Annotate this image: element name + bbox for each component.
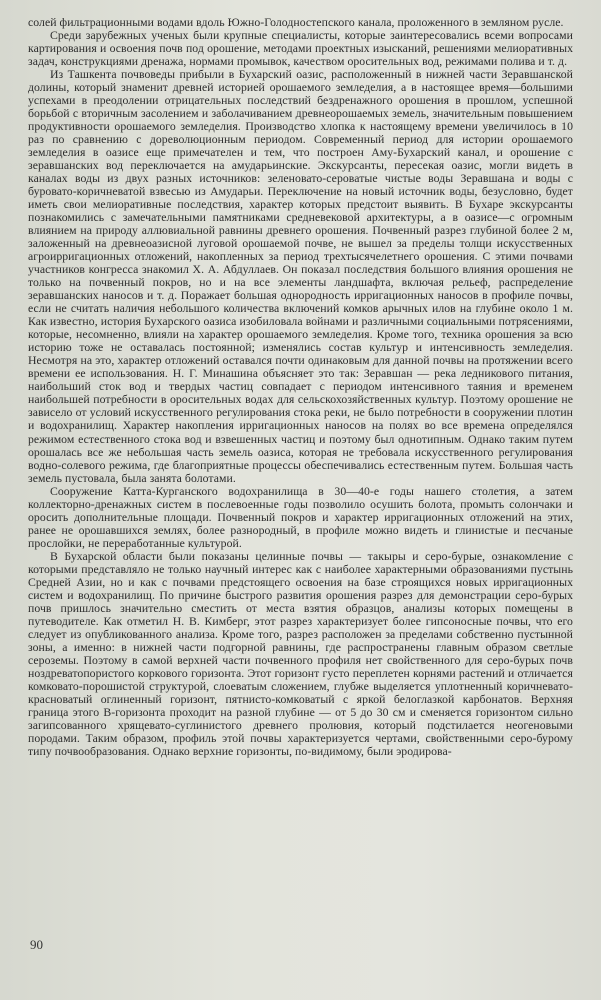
paragraph-virgin-soils: В Бухарской области были показаны целинные почвы — такыры и серо-бурые, ознакомление с которыми представляло не только научный интерес как с наиболее характерными образованиями пустынь Средней Азии, но и как с почвами предстоящего освоения на базе строящихся новых ирригационных систем и водохранилищ. По причине быстрого развития орошения разрез для демонстрации серо-бурых почв пришлось значительно сместить от места взятия образцов, анализы которых помещены в путеводителе. Как отметил Н. В. Кимберг, этот разрез характеризует более гипсоносные почвы, что его следует из опубликованного анализа. Кроме того, разрез расположен за пределами собственно пустынной зоны, а именно: в нижней части подгорной равнины, где распространены главным образом светлые сероземы. Поэтому в самой верхней части почвенного профиля нет свойственного для серо-бурых почв ноздреватопористого коркового горизонта. Этот горизонт густо переплетен корнями растений и отличается комковато-порошистой структурой, слоеватым сложением, глубже выделяется уплотненный коричневато-красноватый оглиненный горизонт, пятнисто-комковатый с яркой белоглазкой карбонатов. Верхняя граница этого В-горизонта проходит на разной глубине — от 5 до 30 см и сменяется горизонтом сильно загипсованного хрящевато-суглинистого древнего пролювия, который подстилается неогеновыми породами. Таким образом, профиль этой почвы характеризуется чертами, свойственными серо-бурому типу почвообразования. Однако верхние горизонты, по-видимому, были эродирова- (28, 549, 573, 758)
paragraph-katta-kurgan-reservoir: Сооружение Катта-Курганского водохранилища в 30—40-е годы нашего столетия, а затем коллекторно-дренажных систем в послевоенные годы позволило осушить болота, промыть солончаки и оросить дополнительные площади. Почвенный покров и характер ирригационных отложений на этих, ранее не орошавшихся землях, более разнородный, в профиле можно видеть и глинистые и песчаные прослойки, не переработанные культурой. (28, 484, 573, 550)
paragraph-foreign-scientists: Среди зарубежных ученых были крупные специалисты, которые заинтересовались всеми вопросами картирования и освоения почв под орошение, методами проектных изысканий, решениями мелиоративных задач, конструкциями дренажа, нормами промывок, качеством оросительных вод, режимами полива и т. д. (28, 29, 573, 69)
page-number: 90 (30, 937, 43, 952)
paragraph-continuation: солей фильтрационными водами вдоль Южно-Голодностепского канала, проложенного в земляном русле. (28, 16, 564, 29)
page-text-body (28, 16, 573, 758)
paragraph-bukhara-oasis: Из Ташкента почвоведы прибыли в Бухарский оазис, расположенный в нижней части Зеравшанской долины, который знаменит древней историей орошаемого земледелия, а в настоящее время—большими успехами в преодолении отрицательных последствий бездренажного орошения в прошлом, успешной борьбой с вторичным засолением и заболачиванием древнеорошаемых земель, значительным повышением продуктивности орошаемого земледелия. Производство хлопка к настоящему времени увеличилось в 10 раз по сравнению с дореволюционным периодом. Современный период для истории орошаемого земледелия в оазисе еще примечателен и тем, что построен Аму-Бухарский канал, и орошение с зеравшанских вод переключается на амударьинские. Экскурсанты, пересекая оазис, могли видеть в каналах воды из двух разных источников: зеленовато-сероватые чистые воды Зеравшана и воды с буровато-коричневатой взвесью из Амударьи. Переключение на новый источник воды, безусловно, будет иметь свои мелиоративные последствия, характер которых предстоит выявить. В Бухаре экскурсанты познакомились с замечательными памятниками средневековой архитектуры, а в оазисе—с огромным влиянием на природу аллювиальной равнины древнего орошения. Почвенный разрез глубиной более 2 м, заложенный на древнеоазисной луговой орошаемой почве, не вышел за пределы толщи искусственных агроирригационных отложений, накопленных за период трехтысячелетнего орошения. С этими почвами участников конгресса знакомил Х. А. Абдуллаев. Он показал последствия большого влияния орошения не только на почвенный покров, но и на все элементы ландшафта, включая рельеф, распределение зеравшанских наносов и т. д. Поражает большая однородность ирригационных наносов в профиле почвы, если не считать наличия небольшого количества включений комков арычных илов на глубине около 1 м. Как известно, история Бухарского оазиса изобиловала войнами и различными социальными потрясениями, которые, несомненно, влияли на характер орошаемого земледелия. Кроме того, техника орошения за всю историю тоже не оставалась постоянной; изменялись состав культур и интенсивность земледелия. Несмотря на это, характер отложений оставался почти одинаковым для данной почвы на протяжении всего времени ее использования. Н. Г. Минашина объясняет это так: Зеравшан — река ледникового питания, наибольший сток вод и твердых частиц совпадает с периодом интенсивного таяния и временем наибольшей потребности в оросительных водах для сельскохозяйственных культур. Поэтому орошение не зависело от условий искусственного регулирования стока реки, не было потребности в сооружении плотин и водохранилищ. Характер накопления ирригационных наносов на полях во все времена определялся режимом естественного стока вод и взвешенных частиц и поэтому был однотипным. Однако таким путем орошалась все же небольшая часть земель оазиса, которая не требовала искусственного регулирования водно-солевого режима, где благоприятные процессы обеспечивались естественным путем. Большая часть земель пустовала, была занята болотами. (28, 68, 573, 485)
